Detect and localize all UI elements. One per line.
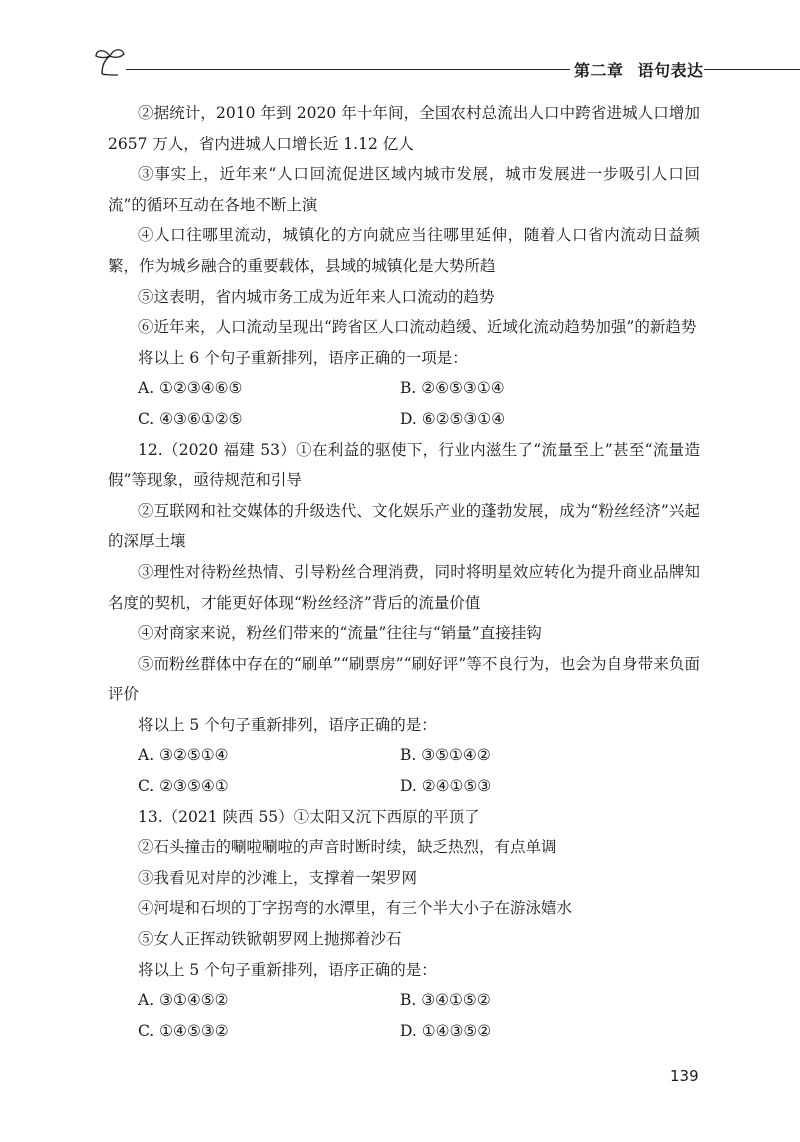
options-row: [108, 985, 700, 1016]
header-rule-right: [704, 69, 800, 70]
answer-option: A. ③②⑤①④: [138, 746, 229, 765]
paragraph: ②石头撞击的唰啦唰啦的声音时断时续，缺乏热烈，有点单调: [138, 838, 557, 857]
answer-option: C. ①④⑤③②: [138, 1021, 229, 1040]
answer-option: B. ②⑥⑤③①④: [400, 379, 505, 398]
paragraph: ⑤而粉丝群体中存在的“刷单”“刷票房”“刷好评”等不良行为，也会为自身带来负面评价: [108, 654, 700, 704]
header-rule-left: [126, 69, 570, 70]
options-row: [108, 404, 700, 435]
answer-option: B. ③④①⑤②: [400, 991, 491, 1010]
paragraph: ④对商家来说，粉丝们带来的“流量”往往与“销量”直接挂钩: [138, 624, 542, 643]
options-row: [108, 1016, 700, 1047]
leaf-sprout-icon: [92, 44, 132, 80]
answer-option: A. ③①④⑤②: [138, 991, 229, 1010]
paragraph: 13.（2021 陕西 55）①太阳又沉下西原的平顶了: [138, 807, 480, 826]
paragraph: ③事实上，近年来“人口回流促进区域内城市发展，城市发展进一步吸引人口回流”的循环互动在各地不断上演: [108, 165, 700, 214]
paragraph: ②互联网和社交媒体的升级迭代、文化娱乐产业的蓬勃发展，成为“粉丝经济”兴起的深厚土壤: [108, 501, 700, 551]
paragraph: ②据统计，2010 年到 2020 年十年间，全国农村总流出人口中跨省进城人口增加 2657 万人，省内进城人口增长近 1.12 亿人: [108, 104, 700, 153]
paragraph: ④河堤和石坝的丁字拐弯的水潭里，有三个半大小子在游泳嬉水: [138, 899, 573, 918]
page-number: 139: [670, 1067, 699, 1085]
answer-option: D. ⑥②⑤③①④: [400, 409, 506, 428]
chapter-title: 语句表达: [637, 61, 704, 80]
answer-option: D. ②④①⑤③: [400, 777, 492, 796]
answer-option: D. ①④③⑤②: [400, 1021, 492, 1040]
paragraph: ④人口往哪里流动，城镇化的方向就应当往哪里延伸，随着人口省内流动日益频繁，作为城乡融合的重要载体，县域的城镇化是大势所趋: [108, 226, 700, 275]
paragraph: 将以上 6 个句子重新排列，语序正确的一项是：: [138, 348, 468, 367]
answer-option: C. ④③⑥①②⑤: [138, 409, 243, 428]
answer-option: A. ①②③④⑥⑤: [138, 379, 243, 398]
paragraph: 将以上 5 个句子重新排列，语序正确的是：: [138, 715, 437, 734]
paragraph: ⑤女人正挥动铁锨朝罗网上抛掷着沙石: [138, 930, 402, 949]
options-row: [108, 740, 700, 771]
answer-option: C. ②③⑤④①: [138, 777, 229, 796]
paragraph: ⑥近年来，人口流动呈现出“跨省区人口流动趋缓、近域化流动趋势加强”的新趋势: [138, 318, 697, 337]
options-row: [108, 771, 700, 802]
chapter-number: 第二章: [574, 61, 624, 80]
paragraph: ③我看见对岸的沙滩上，支撑着一架罗网: [138, 868, 418, 887]
options-row: [108, 373, 700, 404]
paragraph: 将以上 5 个句子重新排列，语序正确的是：: [138, 960, 437, 979]
paragraph: ③理性对待粉丝热情、引导粉丝合理消费，同时将明星效应转化为提升商业品牌知名度的契机，才能更好体现“粉丝经济”背后的流量价值: [108, 562, 700, 612]
page-header: [92, 44, 704, 84]
paragraph: ⑤这表明，省内城市务工成为近年来人口流动的趋势: [138, 287, 495, 306]
page-body: [108, 98, 700, 1046]
paragraph: 12.（2020 福建 53）①在利益的驱使下，行业内滋生了“流量至上”甚至“流量造假”等现象，亟待规范和引导: [108, 440, 700, 490]
chapter-heading: [574, 58, 704, 81]
answer-option: B. ③⑤①④②: [400, 746, 491, 765]
